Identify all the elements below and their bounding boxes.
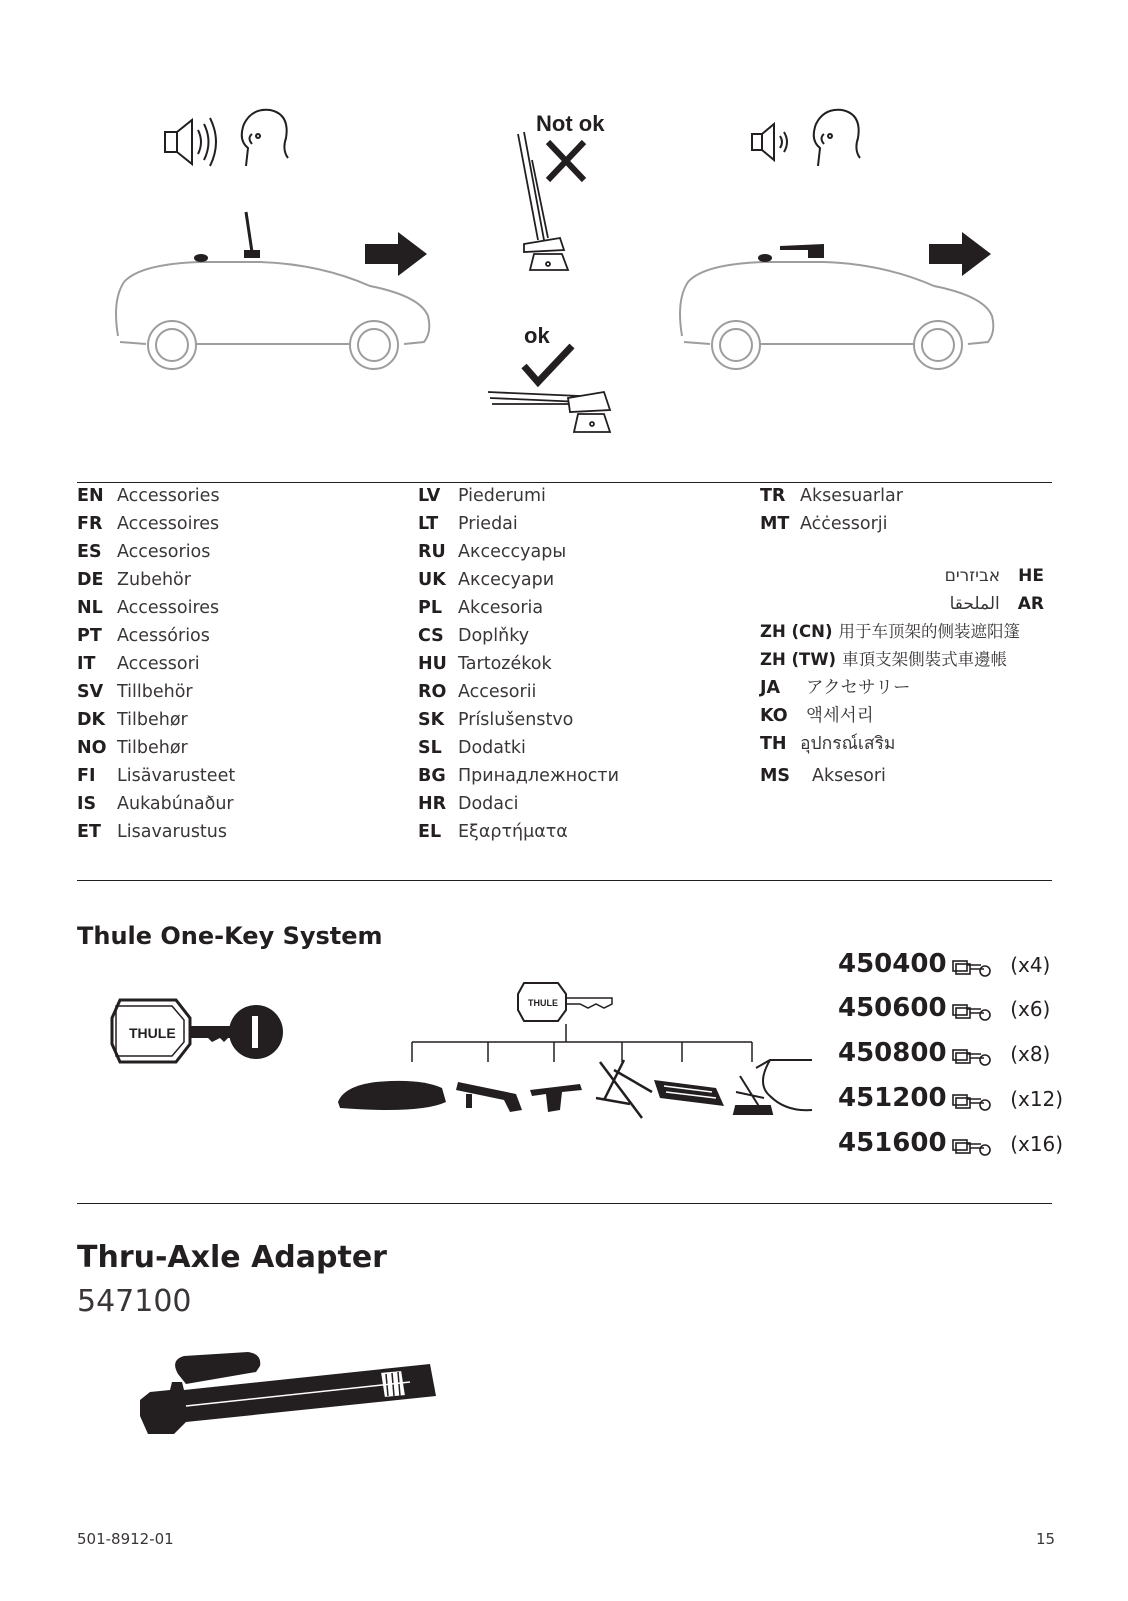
list-item: FI Lisävarusteet (77, 766, 236, 786)
list-item: SL Dodatki (418, 738, 526, 758)
towbar-carrier-illustration (734, 1060, 812, 1114)
kit-number: 451200 (838, 1083, 947, 1113)
list-item: NO Tilbehør (77, 738, 188, 758)
list-item-he: אביזרים HE (944, 566, 1044, 586)
small-key-icon (518, 983, 612, 1021)
kit-number: 450400 (838, 949, 947, 979)
list-item: RU Аксессуары (418, 542, 567, 562)
speaker-quiet-icon (752, 124, 787, 160)
svg-text:THULE: THULE (528, 998, 558, 1008)
list-item: KO 액세서리 (760, 706, 874, 726)
list-item: ZH (CN) 用于车顶架的侧装遮阳篷 (760, 622, 1021, 641)
one-key-illustration (0, 980, 840, 1210)
list-item: SV Tillbehör (77, 682, 193, 702)
bike-carrier-illustration (596, 1060, 652, 1118)
kit-row-450400 (838, 944, 1050, 984)
key-tree-connector (412, 1024, 752, 1062)
list-item: FR Accessoires (77, 514, 220, 534)
list-item: MT Aċċessorji (760, 514, 888, 534)
not-ok-label: Not ok (536, 111, 605, 136)
list-item: HR Dodaci (418, 794, 519, 814)
kit-row-450600 (838, 988, 1050, 1028)
divider-middle (77, 880, 1052, 881)
adapter-part-number: 547100 (77, 1284, 192, 1319)
thru-axle-adapter-illustration (130, 1352, 450, 1462)
list-item: DE Zubehör (77, 570, 191, 590)
folded-accessory (780, 244, 824, 250)
ok-label: ok (524, 323, 550, 348)
list-item: JA アクセサリー (760, 678, 911, 698)
folded-bike-carrier-illustration (488, 392, 610, 432)
list-item: TH อุปกรณ์เสริม (760, 734, 896, 754)
language-column-2 (418, 482, 748, 846)
list-item: ZH (TW) 車頂支架側裝式車邊帳 (760, 650, 1008, 669)
list-item: IT Accessori (77, 654, 200, 674)
language-column-3 (760, 482, 1070, 538)
list-item: LT Priedai (418, 514, 518, 534)
roof-box-illustration (338, 1081, 446, 1110)
list-item: EN Accessories (77, 486, 220, 506)
list-item: HU Tartozékok (418, 654, 552, 674)
vertical-mounted-accessory (246, 212, 252, 252)
list-item: RO Accesorii (418, 682, 537, 702)
document-number: 501-8912-01 (77, 1530, 174, 1548)
one-key-title: Thule One-Key System (77, 922, 383, 950)
ski-carrier-illustration (456, 1082, 522, 1112)
list-item: NL Accessoires (77, 598, 220, 618)
list-item: MS Aksesori (760, 766, 886, 786)
list-item: UK Аксесуари (418, 570, 555, 590)
key-set-icon (951, 957, 991, 979)
list-item: DK Tilbehør (77, 710, 188, 730)
list-item: ES Accesorios (77, 542, 211, 562)
list-item: PL Akcesoria (418, 598, 544, 618)
divider-bottom (77, 1203, 1052, 1204)
key-set-icon (951, 1136, 991, 1158)
kit-number: 450600 (838, 993, 947, 1023)
key-set-icon (951, 1046, 991, 1068)
kit-row-451600 (838, 1123, 1063, 1163)
language-column-3-bottom (760, 618, 1080, 790)
key-set-icon (951, 1091, 991, 1113)
kit-number: 450800 (838, 1038, 947, 1068)
key-set-icon (951, 1001, 991, 1023)
kit-quantity: (x12) (1010, 1087, 1064, 1111)
language-column-1 (77, 482, 407, 846)
list-item: BG Принадлежности (418, 766, 619, 786)
list-item: ET Lisavarustus (77, 822, 228, 842)
list-item: PT Acessórios (77, 626, 210, 646)
kit-quantity: (x8) (1010, 1042, 1051, 1066)
list-item: SK Príslušenstvo (418, 710, 574, 730)
list-item-ar: الملحقا AR (949, 594, 1044, 614)
kit-row-450800 (838, 1033, 1050, 1073)
adapter-title: Thru-Axle Adapter (77, 1240, 387, 1275)
kit-number: 451600 (838, 1128, 947, 1158)
top-illustration (0, 0, 1128, 470)
listener-head-icon-2 (814, 110, 860, 166)
list-item: LV Piederumi (418, 486, 546, 506)
kit-quantity: (x6) (1010, 997, 1051, 1021)
kit-quantity: (x16) (1010, 1132, 1064, 1156)
list-item: IS Aukabúnaður (77, 794, 234, 814)
car-right-illustration (680, 262, 993, 369)
car-left-illustration (116, 262, 429, 369)
kit-quantity: (x4) (1010, 953, 1051, 977)
speaker-loud-icon (165, 118, 216, 166)
list-item: CS Doplňky (418, 626, 530, 646)
page-number: 15 (1036, 1530, 1056, 1548)
bar-foot-illustration (530, 1084, 582, 1112)
listener-head-icon (242, 110, 288, 166)
arrow-right-icon-2 (929, 232, 991, 276)
kit-row-451200 (838, 1078, 1063, 1118)
roof-basket-illustration (654, 1080, 724, 1106)
list-item: EL Εξαρτήματα (418, 822, 568, 842)
list-item: TR Aksesuarlar (760, 486, 903, 506)
key-icon (112, 1000, 283, 1062)
check-icon (524, 346, 572, 382)
cross-icon (548, 142, 584, 180)
arrow-right-icon (365, 232, 427, 276)
key-brand-label: THULE (129, 1025, 176, 1041)
